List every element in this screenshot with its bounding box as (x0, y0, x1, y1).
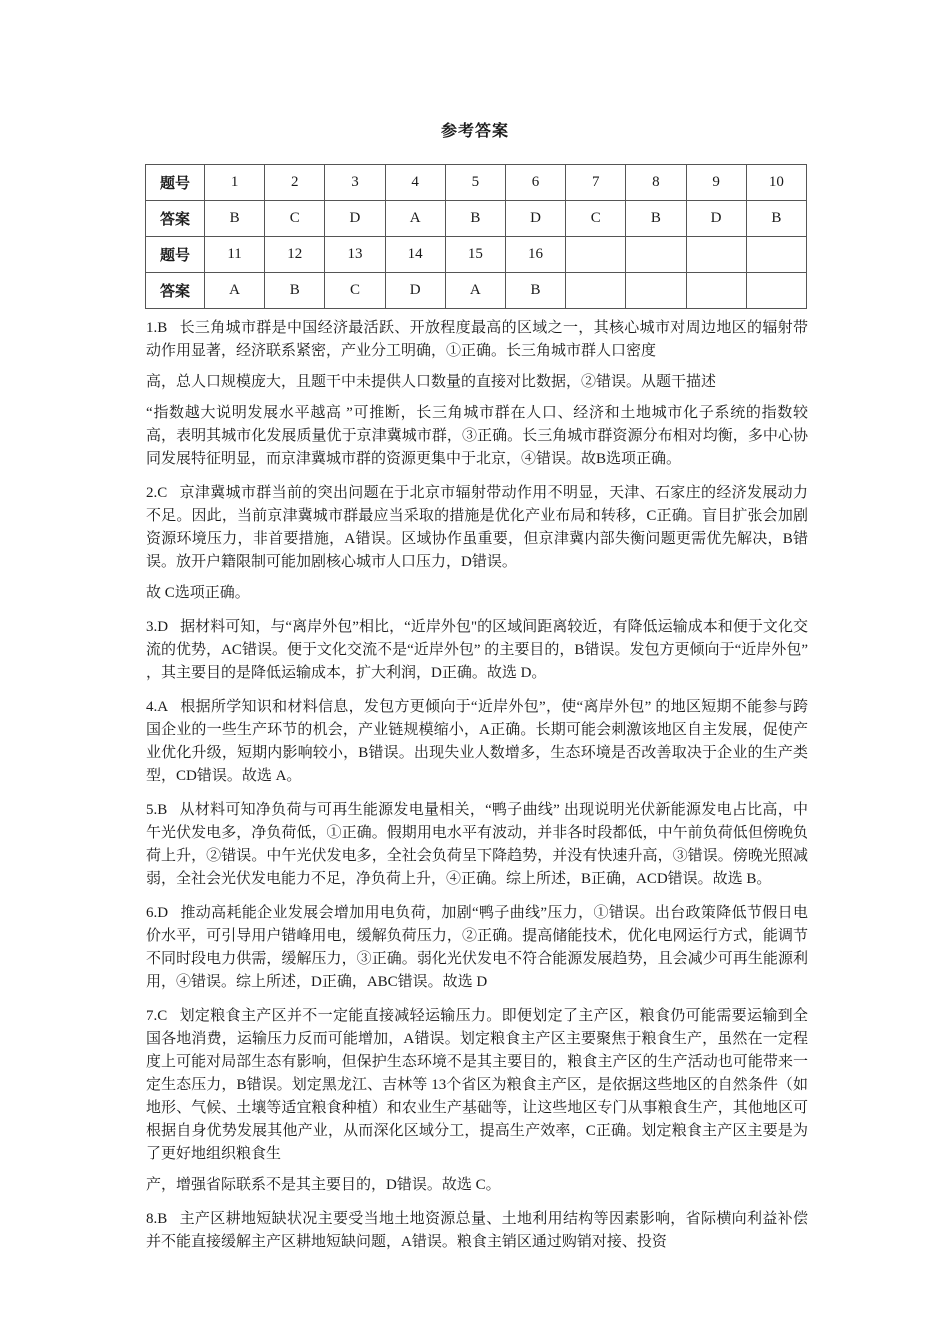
explanation-paragraph (146, 696, 808, 788)
question-number-cell: 11 (205, 237, 265, 273)
explanation-paragraph (146, 317, 808, 471)
paragraph-text: 5.B 从材料可知净负荷与可再生能源发电量相关，“鸭子曲线” 出现说明光伏新能源发电占比高，中午光伏发电多，净负荷低，①正确。假期用电水平有波动，并非各时段都低，中午前负荷低但傍晚负荷上升，②错误。中午光伏发电多，全社会负荷呈下降趋势，并没有快速升高，③错误。傍晚光照减弱，全社会光伏发电能力不足，净负荷上升，④正确。综上所述，B正确，ACD错误。故选 B。 (146, 802, 808, 887)
answer-cell: B (265, 273, 325, 309)
question-number-cell: 10 (746, 165, 806, 201)
explanation-paragraph (146, 1208, 808, 1254)
answer-cell (686, 273, 746, 309)
answer-cell (746, 273, 806, 309)
question-number-cell: 13 (325, 237, 385, 273)
question-number-cell: 2 (265, 165, 325, 201)
question-number-cell: 16 (505, 237, 565, 273)
paragraph-text: “指数越大说明发展水平越高 ”可推断，长三角城市群在人口、经济和土地城市化子系统的指数较高，表明其城市化发展质量优于京津冀城市群，③正确。长三角城市群资源分布相对均衡，多中心协同发展特征明显，而京津冀城市群的资源更集中于北京，④错误。故B选项正确。 (146, 405, 808, 467)
paragraph-text: 2.C 京津冀城市群当前的突出问题在于北京市辐射带动作用不明显，天津、石家庄的经济发展动力不足。因此，当前京津冀城市群最应当采取的措施是优化产业布局和转移，C正确。盲目扩张会加剧资源环境压力，非首要措施，A错误。区域协作虽重要，但京津冀内部失衡问题更需优先解决，B错误。放开户籍限制可能加剧核心城市人口压力，D错误。 (146, 485, 808, 570)
answer-cell: B (746, 201, 806, 237)
question-number-cell: 1 (205, 165, 265, 201)
answer-cell: B (626, 201, 686, 237)
question-label: 5.B (146, 802, 168, 818)
answer-table (145, 164, 807, 309)
explanation-paragraph (146, 902, 808, 994)
answer-cell: A (445, 273, 505, 309)
answer-cell: B (205, 201, 265, 237)
answer-cell: D (385, 273, 445, 309)
paragraph-text: 高，总人口规模庞大，且题干中未提供人口数量的直接对比数据，②错误。从题干描述 (146, 374, 717, 390)
question-label: 7.C (146, 1008, 168, 1024)
question-label: 1.B (146, 320, 168, 336)
explanation-paragraph (146, 799, 808, 891)
paragraph-text: 8.B 主产区耕地短缺状况主要受当地土地资源总量、土地利用结构等因素影响，省际横向利益补偿并不能直接缓解主产区耕地短缺问题，A错误。粮食主销区通过购销对接、投资 (146, 1211, 808, 1250)
table-row (146, 201, 807, 237)
question-number-cell: 12 (265, 237, 325, 273)
answer-cell: D (686, 201, 746, 237)
explanation-paragraph (146, 482, 808, 605)
table-row (146, 273, 807, 309)
row-label-answer: 答案 (146, 273, 205, 309)
paragraph-text: 1.B 长三角城市群是中国经济最活跃、开放程度最高的区域之一，其核心城市对周边地区的辐射带动作用显著，经济联系紧密，产业分工明确，①正确。长三角城市群人口密度 (146, 320, 808, 359)
question-number-cell: 5 (445, 165, 505, 201)
answer-cell (626, 273, 686, 309)
question-number-cell (626, 237, 686, 273)
answer-cell: B (445, 201, 505, 237)
row-label-question: 题号 (146, 165, 205, 201)
answer-cell: D (505, 201, 565, 237)
question-number-cell (746, 237, 806, 273)
question-number-cell: 6 (505, 165, 565, 201)
answer-cell: A (385, 201, 445, 237)
explanation-paragraph (146, 1005, 808, 1197)
page-title: 参考答案 (440, 123, 509, 140)
question-number-cell: 9 (686, 165, 746, 201)
question-label: 4.A (146, 699, 169, 715)
paragraph-text: 7.C 划定粮食主产区并不一定能直接减轻运输压力。即便划定了主产区，粮食仍可能需要运输到全国各地消费，运输压力反而可能增加，A错误。划定粮食主产区主要聚焦于粮食生产，虽然在一定程度上可能对局部生态有影响，但保护生态环境不是其主要目的，粮食主产区的生产活动也可能带来一定生态压力，B错误。划定黑龙江、吉林等 13个省区为粮食主产区，是依据这些地区的自然条件（如地形、气候、土壤等适宜粮食种植）和农业生产基础等，让这些地区专门从事粮食生产，其他地区可根据自身优势发展其他产业，从而深化区域分工，提高生产效率，C正确。划定粮食主产区主要是为了更好地组织粮食生 (146, 1008, 808, 1162)
question-number-cell: 7 (566, 165, 626, 201)
question-number-cell: 14 (385, 237, 445, 273)
answer-cell (566, 273, 626, 309)
question-label: 3.D (146, 619, 169, 635)
question-number-cell: 8 (626, 165, 686, 201)
paragraph-text: 故 C选项正确。 (146, 585, 250, 601)
paragraph-text: 6.D 推动高耗能企业发展会增加用电负荷，加剧“鸭子曲线”压力，①错误。出台政策降低节假日电价水平，可引导用户错峰用电，缓解负荷压力，②正确。提高储能技术，优化电网运行方式，能调节不同时段电力供需，缓解压力，③正确。弱化光伏发电不符合能源发展趋势，且会减少可再生能源利用，④错误。综上所述，D正确，ABC错误。故选 D (146, 905, 808, 990)
question-number-cell (566, 237, 626, 273)
row-label-answer: 答案 (146, 201, 205, 237)
answer-cell: D (325, 201, 385, 237)
question-label: 8.B (146, 1211, 168, 1227)
question-label: 6.D (146, 905, 169, 921)
answer-cell: B (505, 273, 565, 309)
answer-cell: C (566, 201, 626, 237)
answer-cell: C (265, 201, 325, 237)
table-row (146, 237, 807, 273)
paragraph-text: 产，增强省际联系不是其主要目的，D错误。故选 C。 (146, 1177, 501, 1193)
answer-cell: A (205, 273, 265, 309)
row-label-question: 题号 (146, 237, 205, 273)
question-number-cell: 4 (385, 165, 445, 201)
table-row (146, 165, 807, 201)
explanation-paragraph (146, 616, 808, 685)
paragraph-text: 3.D 据材料可知，与“离岸外包”相比，“近岸外包"的区域间距离较近，有降低运输成本和便于文化交流的优势，AC错误。便于文化交流不是“近岸外包” 的主要目的，B错误。发包方更倾向于“近岸外包” ，其主要目的是降低运输成本，扩大利润，D正确。故选 D。 (146, 619, 808, 681)
question-number-cell (686, 237, 746, 273)
question-label: 2.C (146, 485, 168, 501)
question-number-cell: 3 (325, 165, 385, 201)
answer-cell: C (325, 273, 385, 309)
paragraph-text: 4.A 根据所学知识和材料信息，发包方更倾向于“近岸外包”，使“离岸外包” 的地区短期不能参与跨国企业的一些生产环节的机会，产业链规模缩小，A正确。长期可能会刺激该地区自主发展，促使产业优化升级，短期内影响较小，B错误。出现失业人数增多，生态环境是否改善取决于企业的生产类型，CD错误。故选 A。 (146, 699, 808, 784)
question-number-cell: 15 (445, 237, 505, 273)
explanations (146, 317, 808, 1265)
